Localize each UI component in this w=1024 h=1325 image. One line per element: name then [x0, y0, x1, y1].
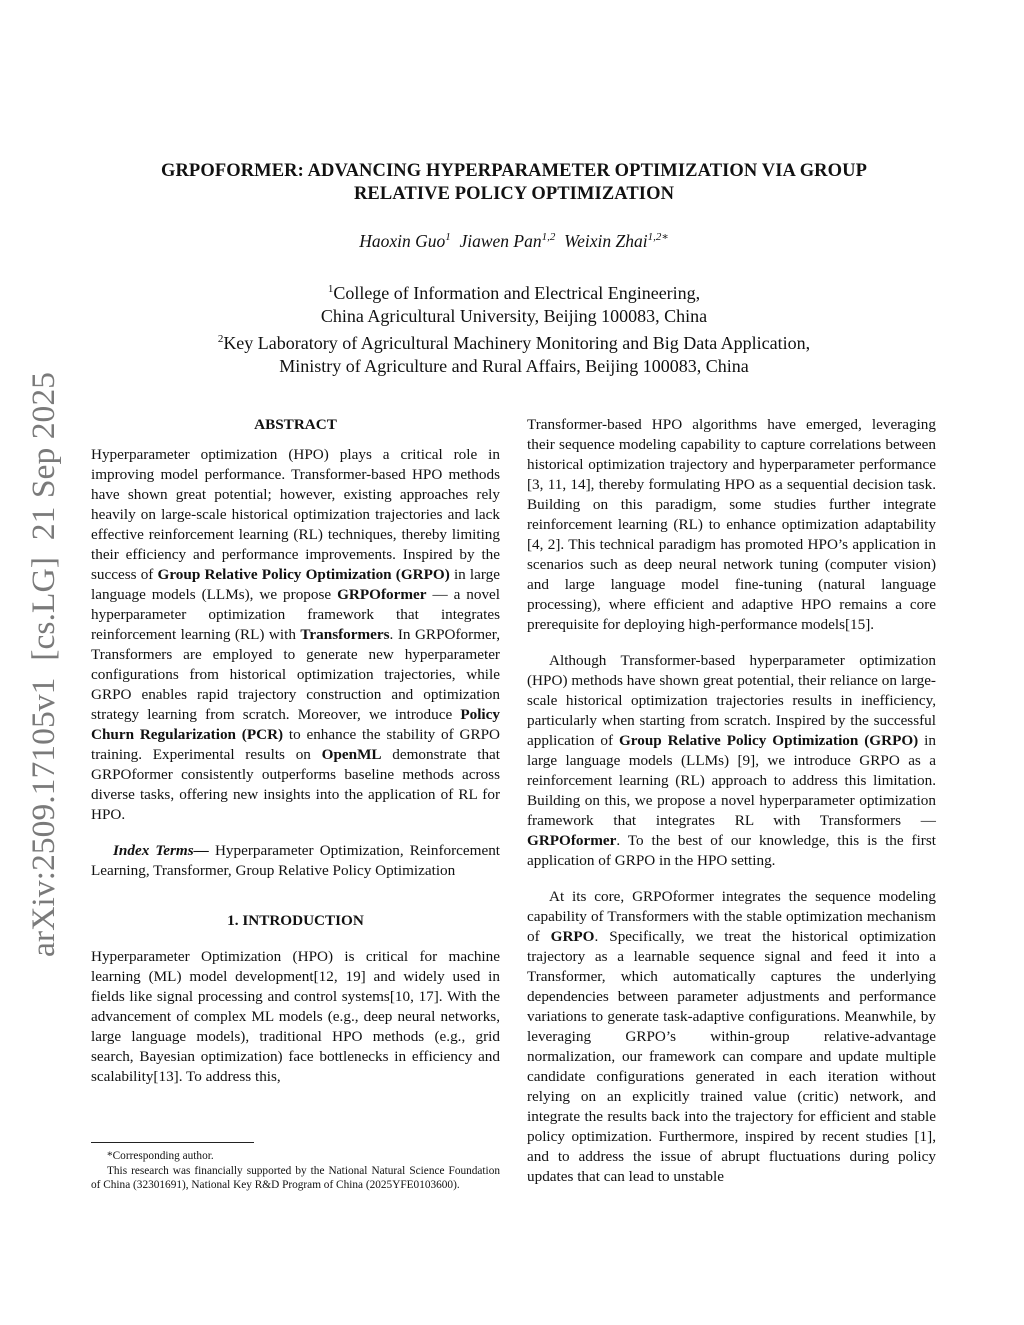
abstract-text: Hyperparameter optimization (HPO) plays a critical role in improving model performance. Transformer-based HPO methods have shown great potential; however, existing approaches rely heavily on large-scale historical optimization trajectories and lack effective reinforcement learning (RL) techniques, thereby limiting their efficiency and performance improvements. Inspired by the success of	[91, 446, 500, 583]
paragraph-text: . Specifically, we treat the historical optimization trajectory as a learnable sequence signal and feed it into a Transformer, which automatically captures the underlying dependencies between parameter adjustments and performance variations to generate task-adaptive configurations. Meanwhile, by leveraging GRPO’s within-group relative-advantage normalization, our framework can compare and update multiple candidate configurations generated in each iteration without relying on an explicitly trained value (critic) network, and integrate the results back into the trajectory for efficient and stable policy optimization. Furthermore, inspired by recent studies [1], and to address the issue of abrupt fluctuations during policy updates that can lead to unstable	[527, 928, 936, 1185]
index-terms	[91, 841, 500, 881]
paragraph-bold: Group Relative Policy Optimization (GRPO)	[618, 732, 919, 749]
footnote	[91, 1142, 500, 1193]
abstract-bold: GRPOformer	[337, 586, 427, 603]
right-paragraph-2	[527, 651, 936, 871]
intro-paragraph: Hyperparameter Optimization (HPO) is critical for machine learning (ML) model development[12, 19] and widely used in fields like signal processing and control systems[10, 17]. With the advancement of complex ML models (e.g., deep neural networks, large language models), traditional HPO methods (e.g., grid search, Bayesian optimization) face bottlenecks in efficiency and scalability[13]. To address this,	[91, 948, 500, 1085]
affiliation-2-line-1	[92, 328, 936, 355]
footnote-funding: This research was financially supported by the National Natural Science Foundation of China (32301691), National Key R&D Program of China (2025YFE0103600).	[91, 1164, 500, 1191]
abstract-text: . In GRPOformer, Transformers are employed to generate new hyperparameter configurations from historical optimization trajectories, while GRPO enables rapid trajectory construction and optimization strategy learning from scratch. Moreover, we introduce	[91, 626, 500, 723]
paragraph-bold: GRPO	[550, 928, 595, 945]
right-paragraph-3	[527, 887, 936, 1187]
abstract-bold: OpenML	[321, 746, 382, 763]
paragraph-text: Although Transformer-based hyperparameter optimization (HPO) methods have shown great potential, their reliance on large-scale historical optimization trajectories results in inefficiency, particularly when starting from scratch. Inspired by the successful application of	[527, 652, 936, 749]
abstract-bold: Group Relative Policy Optimization (GRPO)	[157, 566, 450, 583]
section-heading-introduction: 1. INTRODUCTION	[227, 912, 364, 929]
affiliation-superscript: 2	[217, 333, 224, 345]
author-superscript: 1	[445, 231, 451, 243]
author-list	[92, 230, 936, 252]
left-column	[91, 415, 500, 1087]
abstract-text: demonstrate that GRPOformer consistently outperforms baseline methods across diverse tasks, offering new insights into the application of RL for HPO.	[91, 746, 501, 823]
footnote-corresponding: *Corresponding author.	[107, 1150, 214, 1162]
abstract-paragraph	[91, 445, 500, 825]
right-paragraph-1: Transformer-based HPO algorithms have emerged, leveraging their sequence modeling capability to capture correlations between historical optimization trajectory and hyperparameter performance [3, 11, 14], thereby formulating HPO as a sequential decision task. Building on this paradigm, some studies further integrate reinforcement learning (RL) to enhance optimization adaptability [4, 2]. This technical paradigm has promoted HPO’s application in scenarios such as deep neural network tuning (computer vision) and large language model fine-tuning (natural language processing), where efficient and adaptive HPO remains a core prerequisite for deploying high-performance models[15].	[527, 416, 936, 633]
title-line-1: GRPOFORMER: ADVANCING HYPERPARAMETER OPTIMIZATION VIA GROUP	[160, 161, 867, 181]
footnote-rule	[91, 1142, 254, 1143]
affiliation-1-line-2: China Agricultural University, Beijing 100083, China	[320, 306, 708, 326]
author-superscript: 1,2	[541, 231, 556, 243]
index-terms-text: Hyperparameter Optimization, Reinforcement Learning, Transformer, Group Relative Policy Optimization	[91, 842, 501, 879]
affiliation-superscript: 1	[327, 283, 334, 295]
paragraph-text: At its core, GRPOformer integrates the sequence modeling capability of Transformers with the stable optimization mechanism of	[527, 888, 936, 945]
abstract-heading: ABSTRACT	[254, 416, 337, 433]
author-superscript: 1,2∗	[647, 231, 669, 243]
abstract-text: in large language models (LLMs), we propose	[91, 566, 500, 603]
right-column	[527, 415, 936, 1187]
affiliation-text: College of Information and Electrical Engineering,	[333, 283, 701, 303]
affiliation-text: Key Laboratory of Agricultural Machinery Monitoring and Big Data Application,	[223, 333, 811, 353]
paper-title	[92, 160, 936, 206]
affiliations	[92, 278, 936, 378]
abstract-text: — a novel hyperparameter optimization framework that integrates reinforcement learning (RL) with	[91, 586, 501, 643]
abstract-text: to enhance the stability of GRPO training. Experimental results on	[91, 726, 500, 763]
title-line-2: RELATIVE POLICY OPTIMIZATION	[353, 184, 675, 204]
arxiv-stamp-text: arXiv:2509.17105v1 [cs.LG] 21 Sep 2025	[26, 383, 62, 957]
affiliation-1-line-1	[92, 278, 936, 305]
arxiv-stamp	[6, 372, 66, 957]
author-name: Jiawen Pan	[459, 230, 542, 251]
affiliation-2-line-2: Ministry of Agriculture and Rural Affairs, Beijing 100083, China	[279, 356, 749, 376]
paragraph-text: in large language models (LLMs) [9], we introduce GRPO as a reinforcement learning (RL) approach to address this limitation. Building on this, we propose a novel hyperparameter optimization framework that integrates RL with Transformers —	[527, 732, 936, 829]
abstract-bold: Transformers	[300, 626, 390, 643]
author-name: Weixin Zhai	[564, 230, 648, 251]
abstract-bold: Policy Churn Regularization (PCR)	[91, 706, 500, 743]
paragraph-text: . To the best of our knowledge, this is the first application of GRPO in the HPO setting.	[527, 832, 936, 869]
paragraph-bold: GRPOformer	[527, 832, 617, 849]
index-terms-label: Index Terms—	[113, 842, 209, 859]
author-name: Haoxin Guo	[359, 230, 446, 251]
